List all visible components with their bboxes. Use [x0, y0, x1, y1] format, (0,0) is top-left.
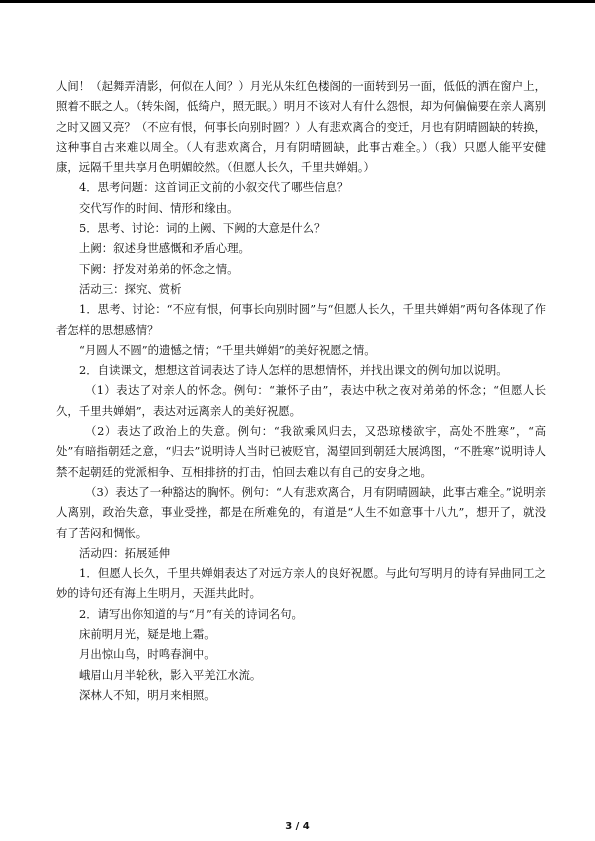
question-item: 1．但愿人长久，千里共婵娟表达了对远方亲人的良好祝愿。与此句写明月的诗有异曲同工之妙的诗句还有海上生明月，天涯共此时。: [56, 566, 546, 601]
poem-line: 床前明月光，疑是地上霜。: [79, 627, 216, 642]
question-item: 1．思考、讨论：“不应有恨，何事长向别时圆”与“但愿人长久，千里共婵娟”两句各体现了作者怎样的思想感情？: [56, 302, 546, 337]
activity-heading: 活动四：拓展延伸: [79, 545, 171, 560]
top-rule: [0, 0, 595, 3]
question-item: 4．思考问题：这首词正文前的小叙交代了哪些信息？: [79, 180, 349, 195]
question-item: 2．请写出你知道的与“月”有关的诗词名句。: [79, 606, 303, 621]
answer-line: “月圆人不圆”的遗憾之情；“千里共婵娟”的美好祝愿之情。: [79, 342, 376, 357]
answer-paragraph: （2）表达了政治上的失意。例句：“我欲乘风归去，又恐琼楼欲宇，高处不胜寒”，“高处”有暗指朝廷之意，“归去”说明诗人当时已被贬官，渴望回到朝廷大展鸿图，“不胜寒”说明诗人禁不起朝廷的党派相争、互相排挤的打击，怕回去难以有自己的安身之地。: [56, 424, 546, 479]
question-item: 2．自读课文，想想这首词表达了诗人怎样的思想情怀，并找出课文的例句加以说明。: [79, 363, 508, 378]
answer-line: 下阙：抒发对弟弟的怀念之情。: [79, 261, 239, 276]
answer-line: 上阙：叙述身世感慨和矛盾心理。: [79, 241, 250, 256]
activity-heading: 活动三：探究、赏析: [79, 281, 182, 296]
page-number: 3 / 4: [285, 821, 310, 832]
poem-line: 峨眉山月半轮秋，影入平羌江水流。: [79, 667, 262, 682]
poem-line: 月出惊山鸟，时鸣春涧中。: [79, 647, 216, 662]
text-paragraph: 人间！（起舞弄清影，何似在人间？）月光从朱红色楼阁的一面转到另一面，低低的洒在窗户上，照着不眠之人。（转朱阁，低绮户，照无眠。）明月不该对人有什么怨恨，却为何偏偏要在亲人离别之时又圆又亮？（不应有恨，何事长向别时圆？）人有悲欢离合的变迁，月也有阴晴圆缺的转换，这种事自古来难以周全。（人有悲欢离合，月有阴晴圆缺，此事古难全。）（我）只愿人能平安健康，远隔千里共享月色明媚皎然。（但愿人长久，千里共婵娟。）: [56, 79, 546, 175]
answer-paragraph: （3）表达了一种豁达的胸怀。例句：“人有悲欢离合，月有阴晴圆缺，此事古难全。”说明亲人离别，政治失意，事业受挫，都是在所难免的，有道是“人生不如意事十八九”，想开了，就没有了苦闷和惆怅。: [56, 484, 546, 540]
question-item: 5．思考、讨论：词的上阙、下阙的大意是什么？: [79, 221, 326, 236]
answer-paragraph: （1）表达了对亲人的怀念。例句：“兼怀子由”，表达中秋之夜对弟弟的怀念；“但愿人长久，千里共婵娟”，表达对远离亲人的美好祝愿。: [56, 383, 546, 418]
page-content: [56, 76, 546, 705]
answer-line: 交代写作的时间、情形和缘由。: [79, 200, 239, 215]
poem-line: 深林人不知，明月来相照。: [79, 687, 216, 702]
